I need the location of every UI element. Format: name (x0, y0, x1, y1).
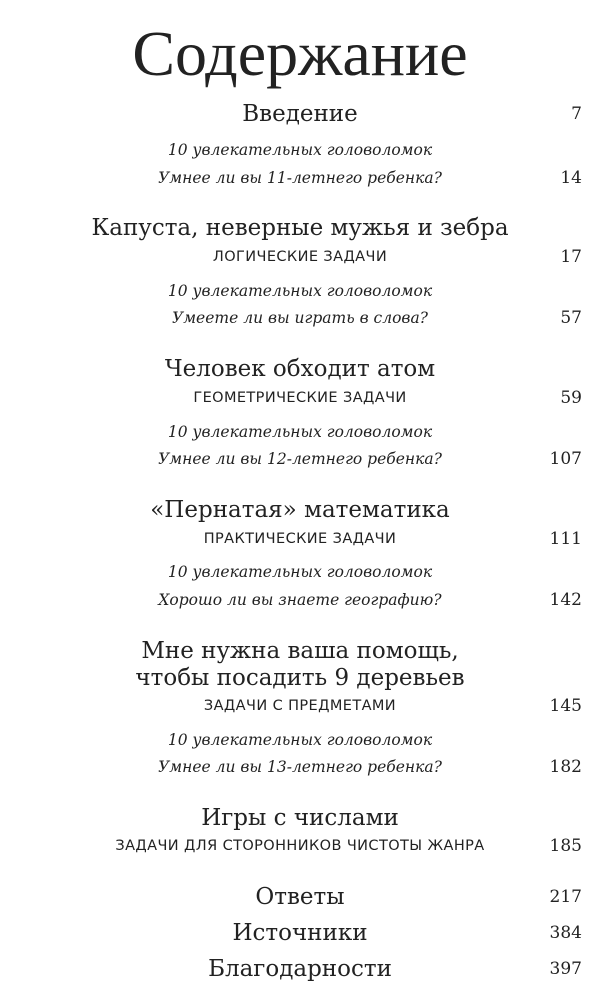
toc-entry-chapter-1-subtitle[interactable] (0, 245, 600, 277)
toc-subheading: Хорошо ли вы знаете географию? (158, 591, 442, 609)
toc-page-number: 111 (549, 529, 582, 549)
toc-entry-chapter-5-subtitle[interactable] (0, 834, 600, 866)
toc-page-number: 17 (560, 247, 582, 267)
toc-subentry[interactable] (0, 447, 600, 479)
toc-page-number: 185 (549, 836, 582, 856)
toc-entry-chapter-2[interactable] (0, 354, 600, 386)
toc-caps-label: ЗАДАЧИ С ПРЕДМЕТАМИ (203, 698, 397, 714)
toc-page-number: 14 (560, 168, 582, 188)
toc-caps-label: ПРАКТИЧЕСКИЕ ЗАДАЧИ (203, 531, 397, 547)
toc-page-number: 217 (549, 887, 582, 907)
toc-subheading: 10 увлекательных головоломок (167, 282, 433, 300)
toc-subheading: Умнее ли вы 12-летнего ребенка? (158, 450, 442, 468)
toc-subheading: Умнее ли вы 11-летнего ребенка? (158, 169, 442, 187)
page-title: Содержание (132, 18, 468, 89)
toc-heading: Введение (242, 101, 358, 127)
toc-page-number: 384 (549, 923, 582, 943)
toc-entry-chapter-4-subtitle[interactable] (0, 694, 600, 726)
toc-caps-label: ЛОГИЧЕСКИЕ ЗАДАЧИ (212, 249, 388, 265)
toc-heading: «Пернатая» математика (150, 497, 450, 523)
toc-caps-label: ГЕОМЕТРИЧЕСКИЕ ЗАДАЧИ (193, 390, 407, 406)
toc-page-number: 107 (549, 449, 582, 469)
toc-subentry[interactable] (0, 166, 600, 198)
toc-entry-sources[interactable] (0, 918, 600, 950)
toc-subheading: 10 увлекательных головоломок (167, 731, 433, 749)
toc-entry-chapter-4-line-2[interactable] (0, 663, 600, 695)
toc-heading: Ответы (255, 884, 345, 910)
toc-subentry[interactable] (0, 755, 600, 787)
toc-entry-chapter-5[interactable] (0, 803, 600, 835)
toc-heading: Источники (232, 920, 368, 946)
toc-subheading: 10 увлекательных головоломок (167, 563, 433, 581)
toc-subheading: Умнее ли вы 13-летнего ребенка? (158, 758, 442, 776)
toc-heading: Мне нужна ваша помощь, (141, 638, 459, 664)
toc-heading: Игры с числами (201, 805, 399, 831)
toc-heading: Благодарности (208, 956, 392, 982)
toc-entry-intro[interactable] (0, 99, 600, 131)
toc-entry-chapter-2-subtitle[interactable] (0, 386, 600, 418)
toc-heading: Человек обходит атом (164, 356, 436, 382)
toc-page-number: 182 (549, 757, 582, 777)
toc-page-number: 57 (560, 308, 582, 328)
toc-subentry[interactable] (0, 306, 600, 338)
toc-page-number: 397 (549, 959, 582, 979)
toc-page-number: 59 (560, 388, 582, 408)
toc-page-number: 142 (549, 590, 582, 610)
toc-entry-chapter-3-subtitle[interactable] (0, 527, 600, 559)
toc-entry-chapter-3[interactable] (0, 495, 600, 527)
toc-caps-label: ЗАДАЧИ ДЛЯ СТОРОННИКОВ ЧИСТОТЫ ЖАНРА (115, 838, 485, 854)
toc-page-number: 7 (571, 104, 582, 124)
toc-heading: чтобы посадить 9 деревьев (135, 665, 465, 691)
toc-page-number: 145 (549, 696, 582, 716)
toc-subheading: 10 увлекательных головоломок (167, 141, 433, 159)
toc-entry-chapter-1[interactable] (0, 213, 600, 245)
toc-subentry[interactable] (0, 588, 600, 620)
toc-subheading: 10 увлекательных головоломок (167, 423, 433, 441)
toc-entry-answers[interactable] (0, 882, 600, 914)
toc-heading: Капуста, неверные мужья и зебра (91, 215, 509, 241)
toc-entry-acknowledgements[interactable] (0, 954, 600, 986)
toc-subheading: Умеете ли вы играть в слова? (172, 309, 428, 327)
